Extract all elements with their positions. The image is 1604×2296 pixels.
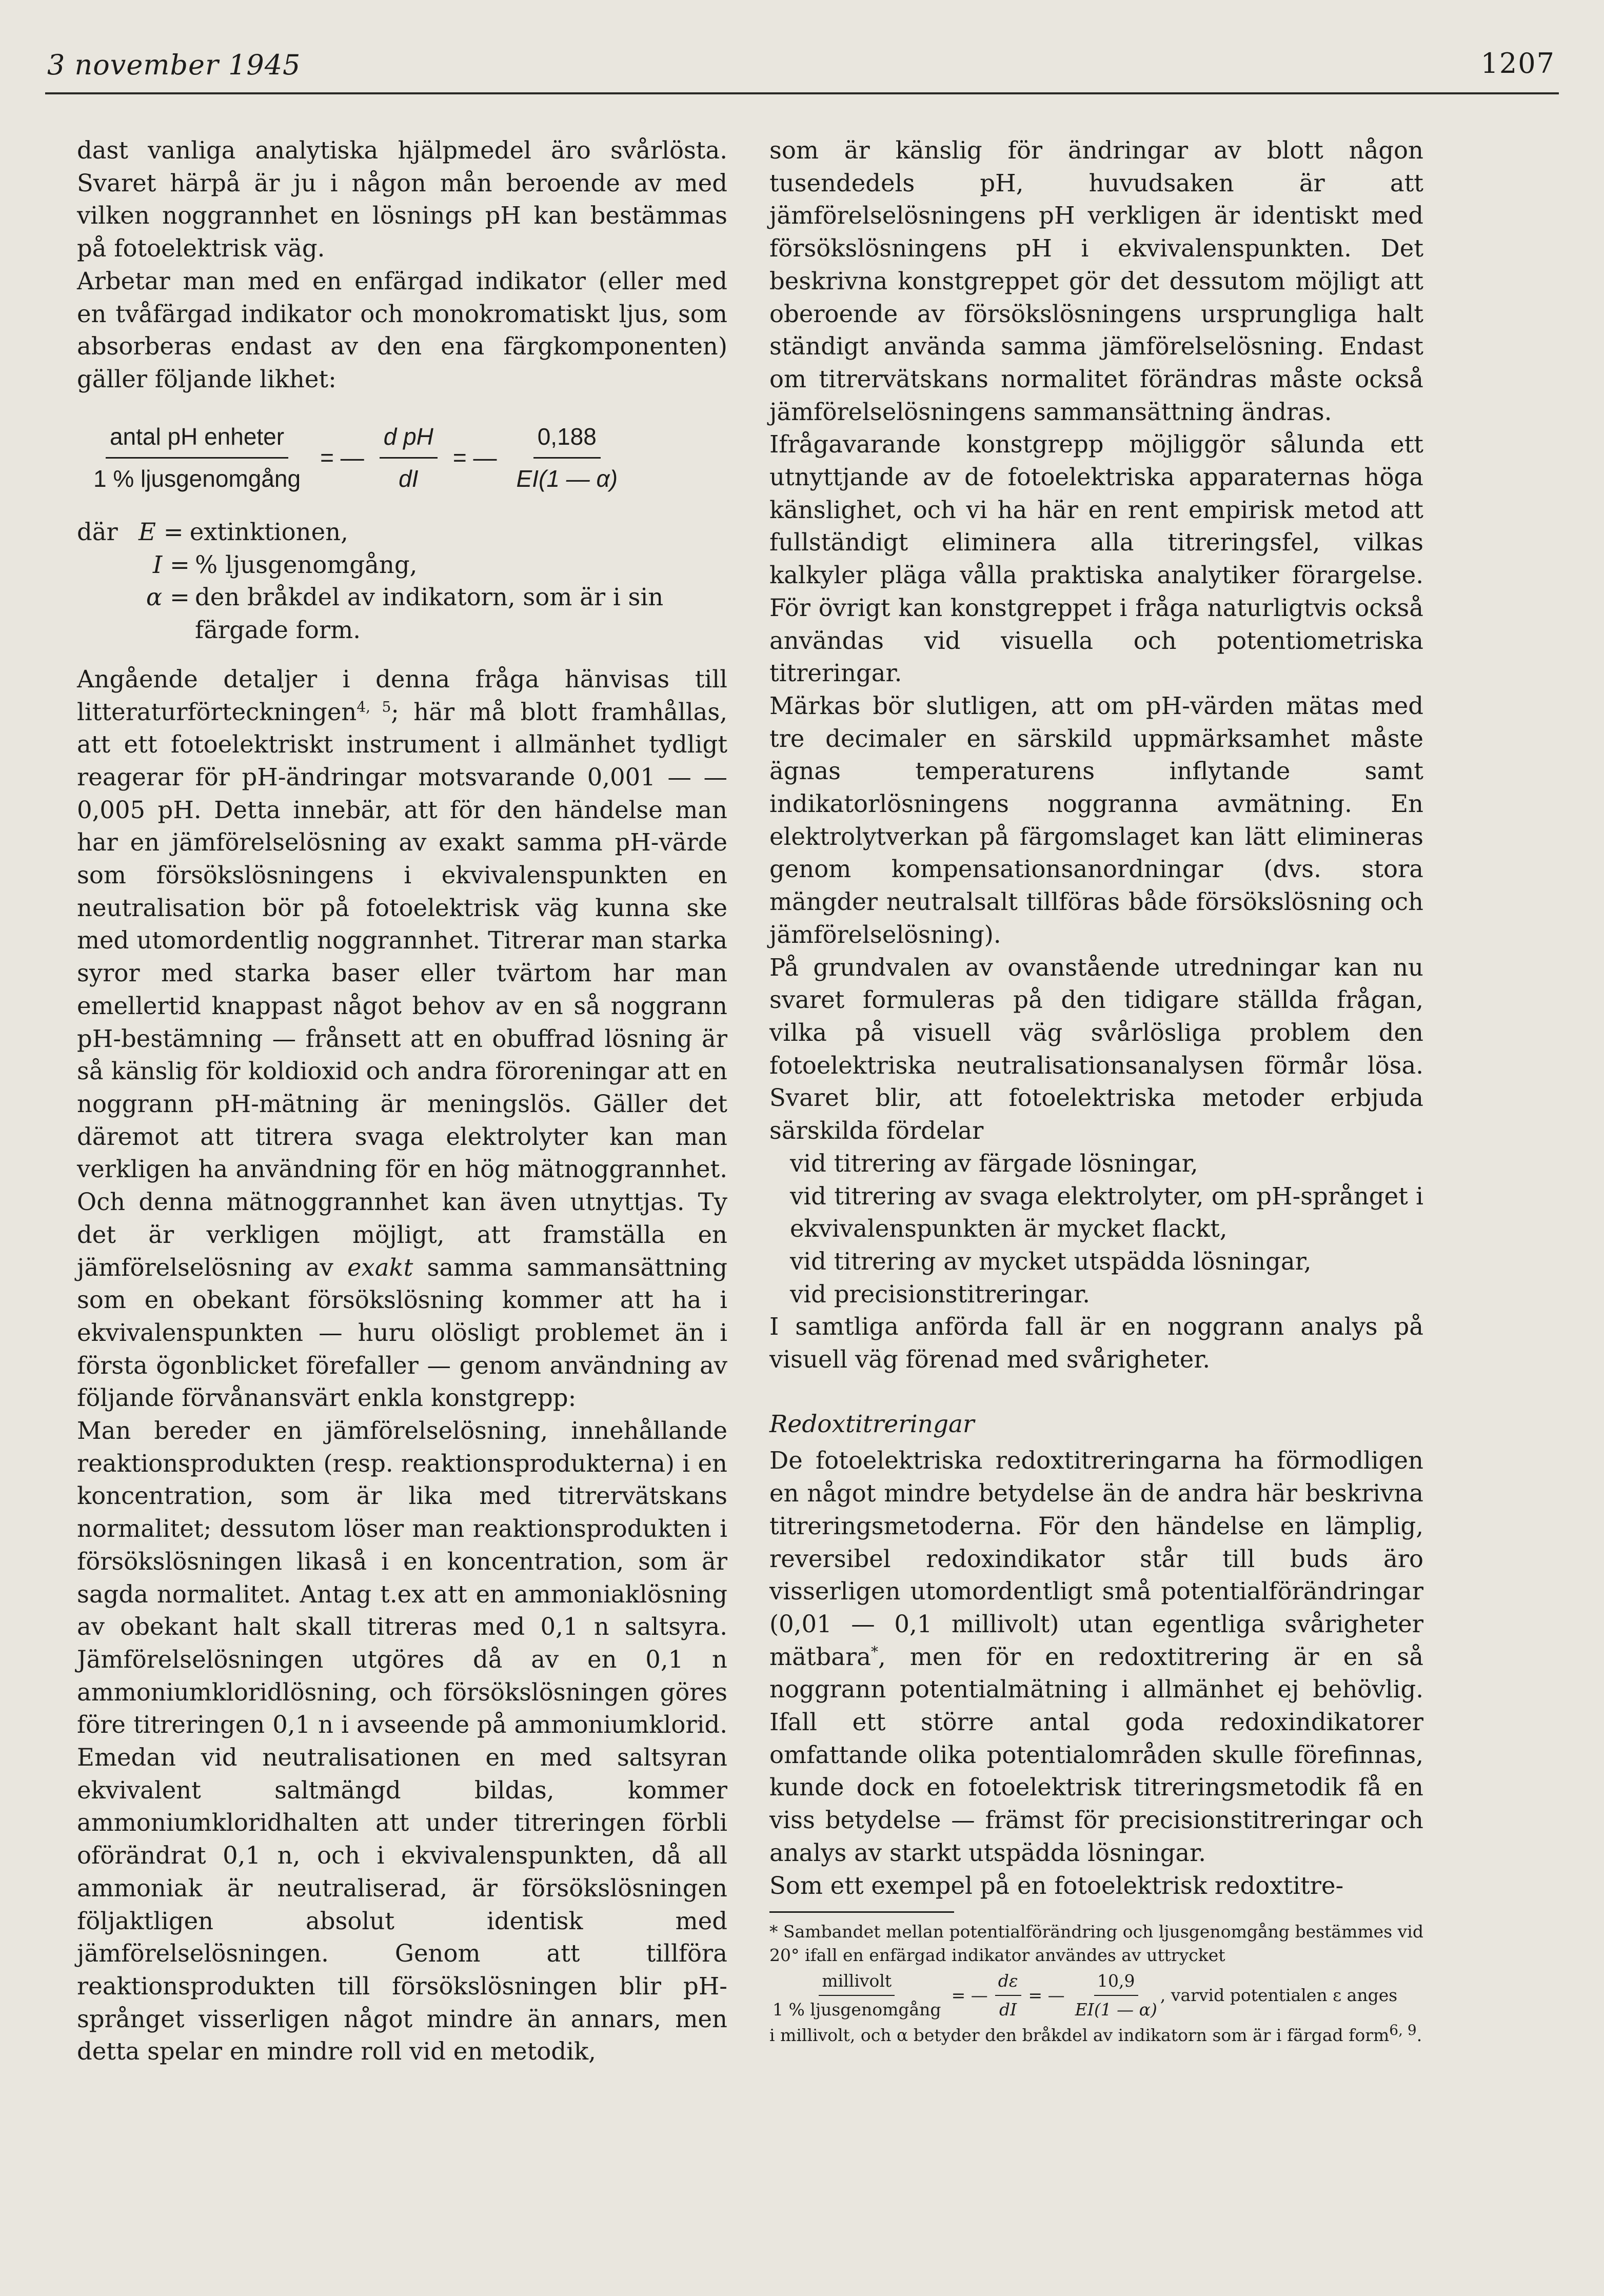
list-item: vid precisionstitreringar. — [790, 1280, 1091, 1308]
text-span: De fotoelektriska redoxtitreringarna ha förmodligen en något mindre betydelse än de andra här beskrivna titreringsmetoderna. För den händelse en lämplig, reversibel redoxindikator står till buds äro visserligen utomordentligt små potentialförändringar (0,01 — 0,1 millivolt) utan egentliga svårigheter mätbara — [769, 1447, 1423, 1671]
list-item: vid titrering av mycket utspädda lösningar, — [790, 1247, 1312, 1275]
emphasis-text: exakt — [347, 1253, 413, 1281]
ph-equation — [89, 421, 727, 496]
footnote-text: , varvid potentialen ε anges — [1160, 1985, 1398, 2006]
paragraph: Arbetar man med en enfärgad indikator (eller med en tvåfärgad indikator och monokromatiskt ljus, som absorberas endast av den ena färgkomponenten) gäller följande likhet: — [77, 267, 727, 393]
fraction-denominator: 1 % ljusgenomgång — [773, 2000, 941, 2020]
paragraph: Märkas bör slutligen, att om pH-värden mätas med tre decimaler en särskild uppmärksamhet måste ägnas temperaturens inflytande samt indikatorlösningens noggranna avmätning. En elektrolytverkan på färgomslaget kan lätt elimineras genom kompensationsanordningar (dvs. stora mängder neutralsalt tillföras både försökslösning och jämförelselösning). — [769, 691, 1423, 948]
left-column — [77, 134, 727, 2068]
text-span: i millivolt, och α betyder den bråkdel av indikatorn som är i färgad form — [769, 2025, 1390, 2046]
equation-fraction — [769, 1969, 944, 2022]
definition-symbol: I = — [152, 550, 190, 579]
list-item: vid titrering av svaga elektrolyter, om pH-språnget i ekvivalenspunkten är mycket flackt, — [790, 1182, 1423, 1243]
definition-intro: där — [77, 518, 118, 546]
paragraph: Som ett exempel på en fotoelektrisk redoxtitre- — [769, 1871, 1344, 1899]
fraction-denominator: 1 % ljusgenomgång — [93, 465, 301, 492]
definition-text: % ljusgenomgång, — [195, 550, 418, 579]
equals-sign: = — — [320, 444, 364, 471]
text-span: Angående detaljer i denna fråga hänvisas till litteraturförteckningen — [77, 665, 727, 726]
footnote-text: * Sambandet mellan potentialförändring och ljusgenomgång bestämmes vid 20° ifall en enfärgad indikator användes av uttrycket — [769, 1922, 1423, 1966]
header-divider — [45, 92, 1559, 94]
list-item: vid titrering av färgade lösningar, — [790, 1149, 1198, 1177]
fraction-numerator: 10,9 — [1094, 1969, 1138, 1996]
paragraph — [77, 663, 727, 1415]
paragraph: som är känslig för ändringar av blott någon tusendedels pH, huvudsaken är att jämförelselösningens pH verkligen är identiskt med försökslösningens pH i ekvivalenspunkten. Det beskrivna konstgreppet gör det dessutom möjligt att oberoende av försökslösningens ursprungliga halt ständigt använda samma jämförelselösning. Endast om titrervätskans normalitet förändras måste också jämförelselösningens sammansättning ändras. — [769, 136, 1423, 426]
definition-symbol: E = — [138, 518, 184, 546]
definition-symbol: α = — [146, 583, 190, 611]
citation-ref: 4, 5 — [357, 698, 391, 716]
citation-ref: 6, 9 — [1389, 2022, 1417, 2039]
fraction-numerator: antal pH enheter — [106, 421, 288, 459]
equals-sign: = — — [1028, 1985, 1065, 2006]
definition-row — [77, 516, 727, 549]
equation-fraction — [380, 421, 438, 496]
equals-sign: = — — [452, 444, 497, 471]
text-span: ; här må blott framhållas, att ett fotoelektriskt instrument i allmänhet tydligt reagerar för pH-ändringar motsvarande 0,001 — — 0,005 pH. Detta innebär, att för den händelse man har en jämförelselösning av exakt samma pH-värde som försökslösningens i ekvivalenspunkten en neutralisation bör på fotoelektrisk väg kunna ske med utomordentlig noggrannhet. Titrerar man starka syror med starka baser eller tvärtom har man emellertid knappast något behov av en så noggrann pH-bestämning — frånsett att en obuffrad lösning är så känslig för koldioxid och andra föroreningar att en noggrann pH-mätning är meningslös. Gäller det däremot att titrera svaga elektrolyter kan man verkligen ha användning för en hög mätnoggrannhet. Och denna mätnoggrannhet kan även utnyttjas. Ty det är verkligen möjligt, att framställa en jämförelselösning av — [77, 698, 727, 1281]
section-heading: Redoxtitreringar — [769, 1410, 975, 1438]
definition-row — [77, 549, 727, 582]
fraction-numerator: millivolt — [819, 1969, 895, 1996]
definition-text: den bråkdel av indikatorn, som är i sin — [195, 583, 664, 611]
definition-list — [77, 516, 727, 647]
right-column — [769, 134, 1423, 2047]
equation-fraction — [995, 1969, 1021, 2022]
fraction-denominator: EI(1 — α) — [1075, 2000, 1157, 2020]
footnote-ref: * — [870, 1643, 878, 1660]
paragraph: dast vanliga analytiska hjälpmedel äro svårlösta. Svaret härpå är ju i någon mån beroende av med vilken noggrannhet en lösnings pH kan bestämmas på fotoelektrisk väg. — [77, 136, 727, 263]
definition-text: extinktionen, — [189, 518, 348, 546]
fraction-numerator: d pH — [380, 421, 438, 459]
fraction-numerator: 0,188 — [533, 421, 601, 459]
equals-sign: = — — [951, 1985, 988, 2006]
fraction-denominator: dI — [399, 465, 419, 492]
footnote-text — [769, 2024, 1423, 2047]
text-span: , men för en redoxtitrering är en så noggrann potentialmätning i allmänhet ej behövlig. Ifall ett större antal goda redoxindikatorer omfattande olika potentialområden skulle förefinnas, kunde dock en fotoelektrisk titreringsmetodik få en viss betydelse — främst för precisionstitreringar och analys av starkt utspädda lösningar. — [769, 1642, 1423, 1867]
paragraph: I samtliga anförda fall är en noggrann analys på visuell väg förenad med svårigheter. — [769, 1313, 1423, 1374]
advantage-list — [769, 1147, 1423, 1311]
fraction-numerator: dε — [995, 1969, 1021, 1996]
equation-fraction — [89, 421, 305, 496]
definition-row — [77, 581, 727, 614]
equation-fraction — [1072, 1969, 1160, 2022]
footnote-divider — [769, 1911, 954, 1913]
text-span: samma sammansättning som en obekant försökslösning kommer att ha i ekvivalenspunkten — huru olösligt problemet än i första ögonblicket förefaller — genom användning av följande förvånansvärt enkla konstgrepp: — [77, 1253, 728, 1412]
issue-date: 3 november 1945 — [47, 49, 301, 81]
fraction-denominator: EI(1 — α) — [516, 465, 618, 492]
footnote — [769, 1920, 1423, 2047]
paragraph: På grundvalen av ovanstående utredningar kan nu svaret formuleras på den tidigare ställda frågan, vilka på visuell väg svårlösliga problem den fotoelektriska neutralisationsanalysen förmår lösa. Svaret blir, att fotoelektriska metoder erbjuda särskilda fördelar — [769, 953, 1423, 1145]
paragraph: Man bereder en jämförelselösning, innehållande reaktionsprodukten (resp. reaktionsprodukterna) i en koncentration, som är lika med titrervätskans normalitet; dessutom löser man reaktionsprodukten i försökslösningen likaså i en koncentration, som är sagda normalitet. Antag t.ex att en ammoniaklösning av obekant halt skall titreras med 0,1 n saltsyra. Jämförelselösningen utgöres då av en 0,1 n ammoniumkloridlösning, och försökslösningen göres före titreringen 0,1 n i avseende på ammoniumklorid. Emedan vid neutralisationen en med saltsyran ekvivalent saltmängd bildas, kommer ammoniumkloridhalten att under titreringen förbli oförändrat 0,1 n, och i ekvivalenspunkten, då all ammoniak är neutraliserad, är försökslösningen följaktligen absolut identisk med jämförelselösningen. Genom att tillföra reaktionsprodukten till försökslösningen blir pH-språnget visserligen något mindre än annars, men detta spelar en mindre roll vid en metodik, — [77, 1417, 727, 2066]
paragraph — [769, 1444, 1423, 1869]
definition-continuation: färgade form. — [195, 616, 361, 644]
fraction-denominator: dI — [999, 2000, 1017, 2020]
text-span: . — [1416, 2025, 1422, 2046]
page-number: 1207 — [1480, 47, 1555, 80]
paragraph: Ifrågavarande konstgrepp möjliggör sålunda ett utnyttjande av de fotoelektriska apparaternas höga känslighet, och vi ha här en rent empirisk metod att fullständigt eliminera alla titreringsfel, vilkas kalkyler pläga vålla praktiska analytiker förargelse. För övrigt kan konstgreppet i fråga naturligtvis också användas vid visuella och potentiometriska titreringar. — [769, 430, 1423, 687]
footnote-equation — [769, 1969, 1423, 2022]
equation-fraction — [512, 421, 622, 496]
